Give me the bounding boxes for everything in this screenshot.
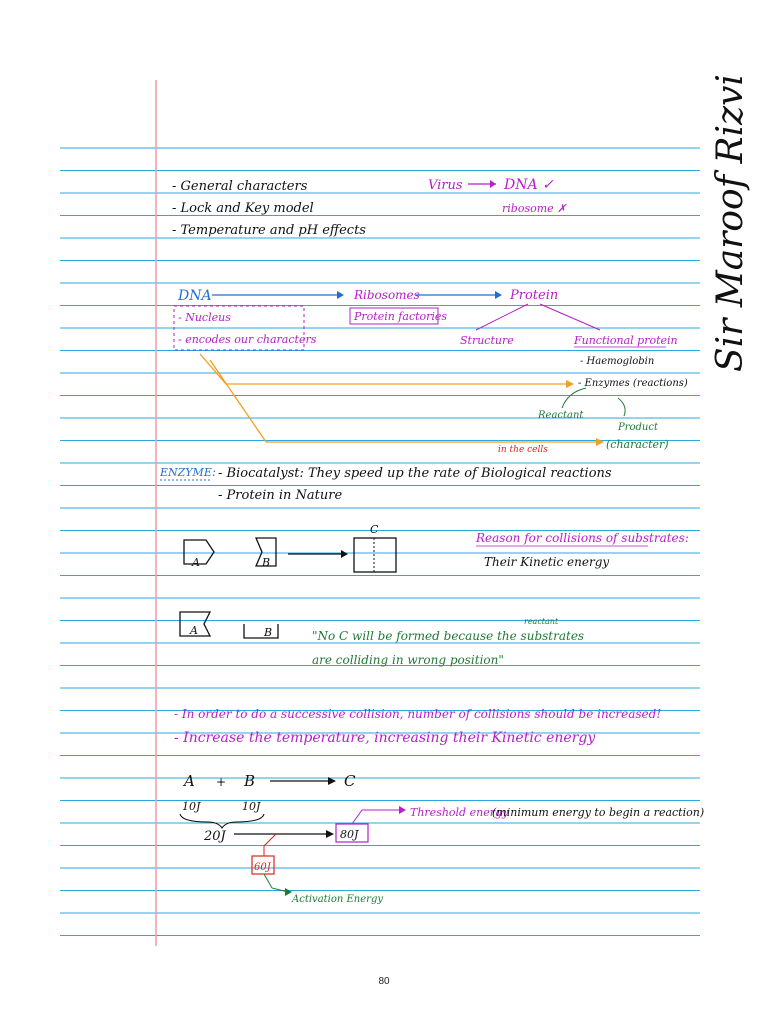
substrate-b-label: B <box>262 556 271 569</box>
reactant-arc <box>562 388 586 408</box>
substrate-a-label: A <box>192 556 200 569</box>
enzyme-colon: : <box>212 465 217 479</box>
enzymes-label: - Enzymes (reactions) <box>578 378 688 389</box>
product-label: Product <box>618 422 658 433</box>
topic-temp-ph: - Temperature and pH effects <box>172 223 366 238</box>
enzyme-def-1: - Biocatalyst: They speed up the rate of Biological reactions <box>218 466 612 481</box>
enzyme-def-2: - Protein in Nature <box>218 488 343 503</box>
author-signature: Sir Maroof Rizvi <box>710 74 751 372</box>
activation-value: 60J <box>254 862 271 873</box>
reactant-label: Reactant <box>538 410 584 421</box>
activation-pointer <box>264 874 288 892</box>
topic-lock-key: - Lock and Key model <box>172 201 314 216</box>
in-cells-label: in the cells <box>498 445 548 455</box>
wrong-b-shape <box>244 624 278 638</box>
character-label: (character) <box>606 438 669 451</box>
product-c-label: C <box>370 523 379 536</box>
functional-label: Functional protein <box>574 334 678 347</box>
structure-label: Structure <box>460 334 514 347</box>
threshold-pointer <box>352 810 402 824</box>
increase-line-1: - In order to do a successive collision, number of collisions should be increased! <box>174 707 662 721</box>
energy-a: 10J <box>182 800 201 813</box>
reason-body: Their Kinetic energy <box>484 555 610 569</box>
eq-c: C <box>344 772 356 790</box>
dna-label: DNA <box>178 288 212 304</box>
factories-note: Protein factories <box>354 310 448 323</box>
page-number: 80 <box>378 976 390 987</box>
energy-arrow-head <box>326 830 334 838</box>
increase-line-2: - Increase the temperature, increasing their Kinetic energy <box>174 730 596 746</box>
protein-branch-left <box>476 304 528 330</box>
virus-ribosome: ribosome ✗ <box>502 202 567 215</box>
threshold-value: 80J <box>340 828 359 841</box>
no-c-line-2: are colliding in wrong position" <box>312 653 504 667</box>
dna-to-enzymes-arrow <box>200 354 570 384</box>
wrong-a-label: A <box>190 624 198 637</box>
reason-title: Reason for collisions of substrates: <box>476 531 689 545</box>
energy-sum: 20J <box>204 829 226 844</box>
haemoglobin-label: - Haemoglobin <box>580 356 655 367</box>
nucleus-note: - Nucleus <box>178 311 231 324</box>
dna-to-ribosome-head <box>337 291 344 299</box>
virus-label: Virus <box>428 178 463 193</box>
enzyme-label: ENZYME <box>160 466 212 479</box>
protein-branch-right <box>540 304 600 330</box>
wrong-b-label: B <box>264 626 273 639</box>
eq-plus: + <box>216 775 227 789</box>
product-c-box <box>354 538 396 572</box>
encodes-note: - encodes our characters <box>178 333 317 346</box>
virus-arrow-head <box>490 180 496 188</box>
energy-b: 10J <box>242 800 261 813</box>
collision-arrow-head <box>341 550 348 558</box>
product-arc <box>618 398 625 416</box>
ribosome-to-protein-head <box>495 291 502 299</box>
dna-to-character-arrow <box>210 360 600 442</box>
no-c-line-1: "No C will be formed because the substrates <box>312 629 585 643</box>
eq-a: A <box>184 772 195 790</box>
reactant-small-note: reactant <box>524 617 559 626</box>
ribosomes-label: Ribosomes <box>354 288 420 302</box>
protein-label: Protein <box>510 288 559 303</box>
threshold-label: Threshold energy <box>410 806 509 819</box>
threshold-definition: (minimum energy to begin a reaction) <box>492 806 705 819</box>
dna-to-character-head <box>596 438 604 446</box>
topic-general: - General characters <box>172 179 308 194</box>
threshold-pointer-head <box>399 806 406 814</box>
activation-pointer-head <box>285 888 292 896</box>
dna-to-enzymes-head <box>566 380 574 388</box>
energy-brace <box>180 814 264 828</box>
virus-dna: DNA ✓ <box>504 177 554 193</box>
activation-label: Activation Energy <box>292 894 383 905</box>
eq-b: B <box>244 772 256 790</box>
